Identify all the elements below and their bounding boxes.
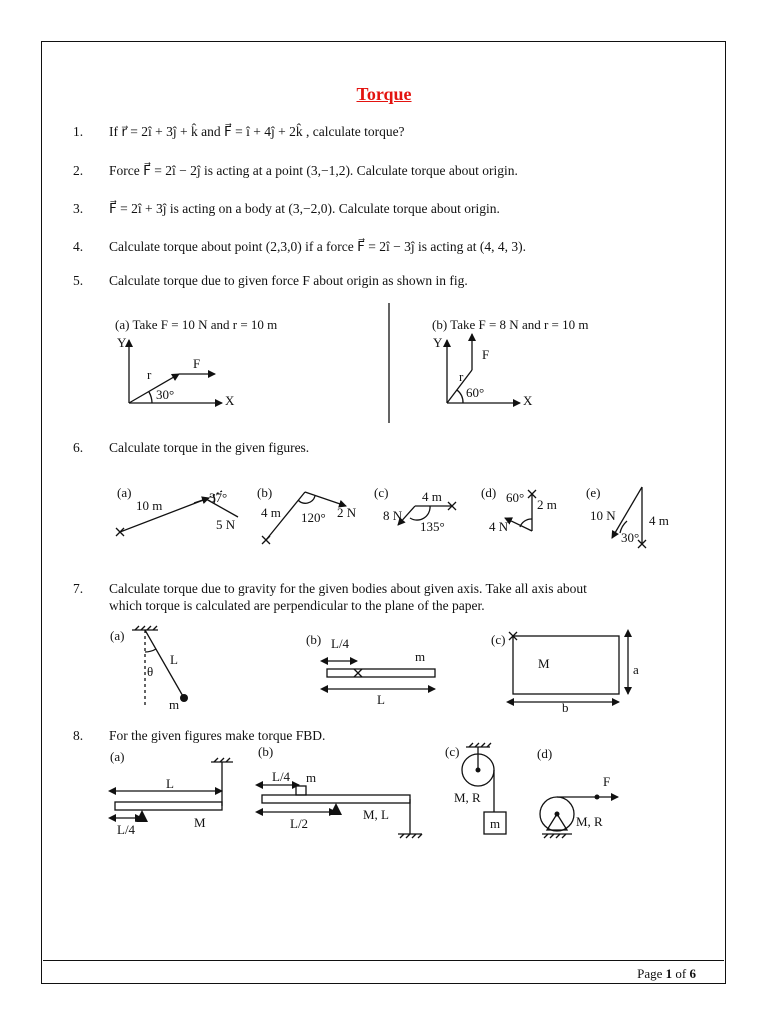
q5b-caption: (b) Take F = 8 N and r = 10 m	[432, 317, 589, 332]
question-number: 7.	[73, 581, 84, 596]
q5a-diagram	[129, 340, 222, 403]
q8a-tag: (a)	[110, 749, 125, 764]
page-title: Torque	[356, 84, 412, 104]
q7a-diagram	[132, 626, 184, 708]
q8a-length: L	[166, 776, 174, 791]
q7c-side-b: b	[562, 700, 569, 715]
q5a-y-label: Y	[117, 335, 127, 350]
q8d-force: F	[603, 774, 611, 789]
lever-arm	[120, 499, 206, 532]
q8b-diagram	[262, 785, 422, 838]
question-text: Calculate torque due to given force F about origin as shown in fig.	[109, 273, 468, 288]
q6e-tag: (e)	[586, 485, 601, 500]
angle-arc	[149, 392, 152, 403]
q7c-diagram	[509, 632, 628, 702]
q8a-mass: M	[194, 815, 206, 830]
q6e-force: 10 N	[590, 508, 616, 523]
small-mass	[296, 786, 306, 795]
q5a-f-label: F	[193, 356, 201, 371]
question-number: 6.	[73, 440, 84, 455]
question-number: 1.	[73, 124, 84, 139]
support-wedge	[330, 803, 342, 815]
beam	[115, 802, 222, 810]
angle-arc	[457, 390, 463, 403]
q8b-half: L/2	[290, 816, 309, 831]
pivot-x	[262, 536, 270, 544]
q8d-tag: (d)	[537, 746, 553, 761]
q8a-diagram	[115, 758, 233, 822]
page-footer	[637, 966, 696, 982]
question-text: Calculate torque due to gravity for the given bodies about given axis. Take all axis about	[109, 581, 587, 596]
q6c-force: 8 N	[383, 508, 403, 523]
page-total: 6	[689, 966, 696, 981]
q8b-small-mass: m	[306, 770, 317, 785]
q5b-y-label: Y	[433, 335, 443, 350]
question-text: For the given figures make torque FBD.	[109, 728, 326, 743]
q5b-f-label: F	[482, 347, 490, 362]
question-text: Force F⃗ = 2î − 2ĵ is acting at a point (3,−1,2). Calculate torque about origin.	[109, 163, 518, 178]
plate	[513, 636, 619, 694]
q8c-mass: m	[490, 816, 501, 831]
q7b-tag: (b)	[306, 632, 322, 647]
page-number: 1	[665, 966, 673, 981]
q7a-length: L	[170, 652, 178, 667]
question-number: 3.	[73, 201, 84, 216]
q7c-side-a: a	[633, 662, 639, 677]
footer-mid: of	[672, 966, 690, 981]
q6b-angle: 120°	[301, 510, 326, 525]
q8c-pulley: M, R	[454, 790, 481, 805]
q7c-tag: (c)	[491, 632, 506, 647]
q6d-force: 4 N	[489, 519, 509, 534]
q5a-angle-label: 30°	[156, 387, 175, 402]
q6c-tag: (c)	[374, 485, 389, 500]
question-text: Calculate torque about point (2,3,0) if a force F⃗ = 2î − 3ĵ is acting at (4, 4, 3).	[109, 239, 527, 254]
question-number: 8.	[73, 728, 84, 743]
q6d-angle: 60°	[506, 490, 525, 505]
q5a-caption: (a) Take F = 10 N and r = 10 m	[115, 317, 278, 332]
q6b-tag: (b)	[257, 485, 273, 500]
footer-divider	[43, 960, 724, 961]
pulley-axle	[555, 812, 560, 817]
q6c-angle: 135°	[420, 519, 445, 534]
arrowhead	[194, 498, 209, 503]
question-number: 5.	[73, 273, 84, 288]
q7b-mass: m	[415, 649, 426, 664]
q6a-force: 5 N	[216, 517, 236, 532]
footer-prefix: Page	[637, 966, 666, 981]
q6a-tag: (a)	[117, 485, 132, 500]
q6d-length: 2 m	[537, 497, 557, 512]
axis-x	[354, 669, 362, 677]
q5b-angle-label: 60°	[466, 385, 485, 400]
force-line	[305, 492, 346, 506]
q5a-r-label: r	[147, 367, 152, 382]
question-number: 4.	[73, 239, 84, 254]
q6e-angle: 30°	[621, 530, 640, 545]
angle-arc	[145, 649, 156, 652]
pivot-x	[116, 528, 124, 536]
q5a-x-label: X	[225, 393, 235, 408]
beam	[262, 795, 410, 803]
question-text: If r⃗ = 2î + 3ĵ + k̂ and F⃗ = î + 4ĵ + 2k̂ , calculate torque?	[109, 124, 405, 139]
q7a-mass: m	[169, 697, 180, 712]
q6b-force: 2 N	[337, 505, 357, 520]
question-text: which torque is calculated are perpendicular to the plane of the paper.	[109, 598, 485, 613]
q5b-r-label: r	[459, 369, 464, 384]
support-wedge	[136, 810, 148, 822]
q8b-quarter: L/4	[272, 769, 291, 784]
q6a-length: 10 m	[136, 498, 163, 513]
q8d-pulley: M, R	[576, 814, 603, 829]
q8b-tag: (b)	[258, 744, 274, 759]
q7a-tag: (a)	[110, 628, 125, 643]
q6e-length: 4 m	[649, 513, 669, 528]
q7b-length: L	[377, 692, 385, 707]
q7b-quarter: L/4	[331, 636, 350, 651]
q6d-tag: (d)	[481, 485, 497, 500]
q7c-mass: M	[538, 656, 550, 671]
q8c-tag: (c)	[445, 744, 460, 759]
q7a-angle: θ	[147, 664, 154, 679]
pendulum-bob	[180, 694, 188, 702]
q6a-angle: 37°	[209, 490, 228, 505]
q6c-length: 4 m	[422, 489, 442, 504]
q6b-length: 4 m	[261, 505, 281, 520]
question-text: Calculate torque in the given figures.	[109, 440, 310, 455]
q7b-diagram	[327, 661, 435, 689]
q8a-quarter: L/4	[117, 822, 136, 837]
q8b-mass: M, L	[363, 807, 389, 822]
force-point	[595, 795, 600, 800]
question-text: F⃗ = 2î + 3ĵ is acting on a body at (3,−2,0). Calculate torque about origin.	[109, 201, 500, 216]
q5b-x-label: X	[523, 393, 533, 408]
question-number: 2.	[73, 163, 84, 178]
pulley-axle	[476, 768, 481, 773]
rod	[327, 669, 435, 677]
